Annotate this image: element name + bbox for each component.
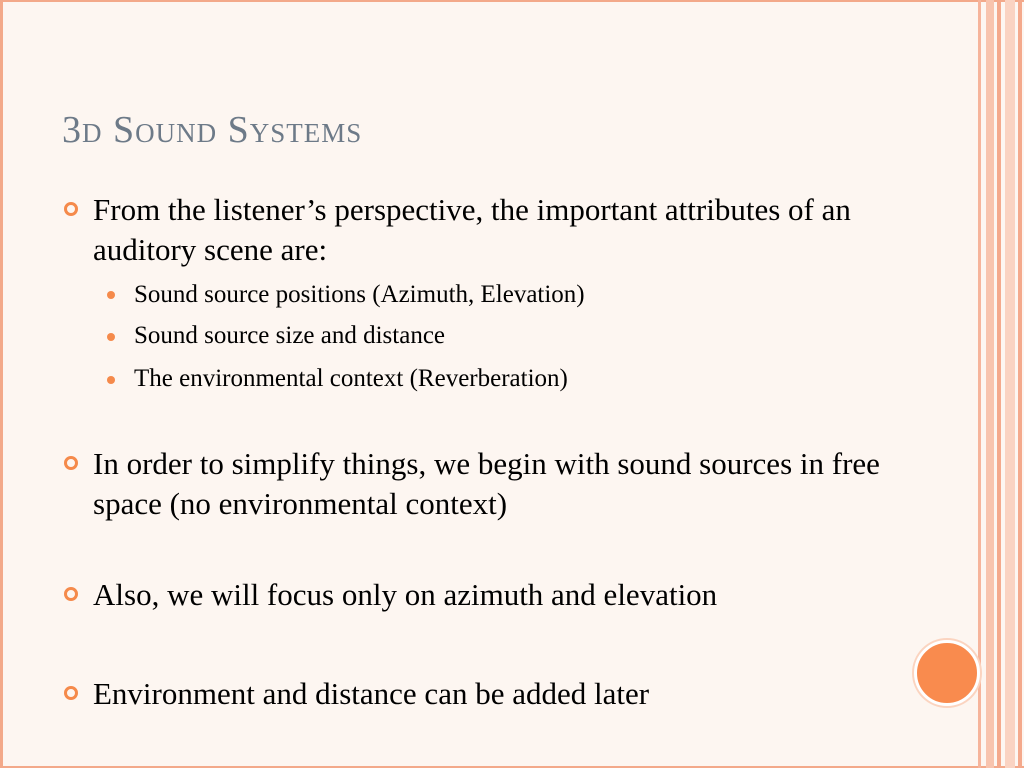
bullet-text: From the listener’s perspective, the important attributes of an auditory scene are:: [93, 192, 851, 267]
decorative-circle-icon: [914, 640, 980, 706]
sub-bullet-dot-icon: [107, 376, 115, 384]
bullet-ring-icon: [64, 202, 78, 216]
stripe: [1005, 0, 1015, 768]
stripe: [978, 0, 981, 768]
sub-bullet-text: Sound source size and distance: [134, 322, 446, 349]
bullet-ring-icon: [64, 587, 78, 601]
frame-left-border: [0, 0, 3, 768]
decorative-stripes: [978, 0, 1024, 768]
stripe: [997, 0, 1001, 768]
stripe: [986, 0, 994, 768]
bullet-text: In order to simplify things, we begin with sound sources in free space (no environmental context): [93, 446, 880, 521]
bullet-text: Also, we will focus only on azimuth and elevation: [93, 577, 718, 612]
sub-bullet-dot-icon: [107, 333, 115, 341]
bullet-ring-icon: [64, 456, 78, 470]
sub-bullet-dot-icon: [107, 291, 115, 299]
bullet-ring-icon: [64, 686, 78, 700]
sub-bullet-text: Sound source positions (Azimuth, Elevation): [134, 281, 585, 308]
bullet-text: Environment and distance can be added later: [93, 676, 650, 711]
sub-bullet-text: The environmental context (Reverberation): [134, 365, 568, 392]
stripe: [1018, 0, 1022, 768]
frame-top-border: [0, 0, 1024, 2]
slide-title: 3d Sound Systems: [62, 109, 363, 151]
